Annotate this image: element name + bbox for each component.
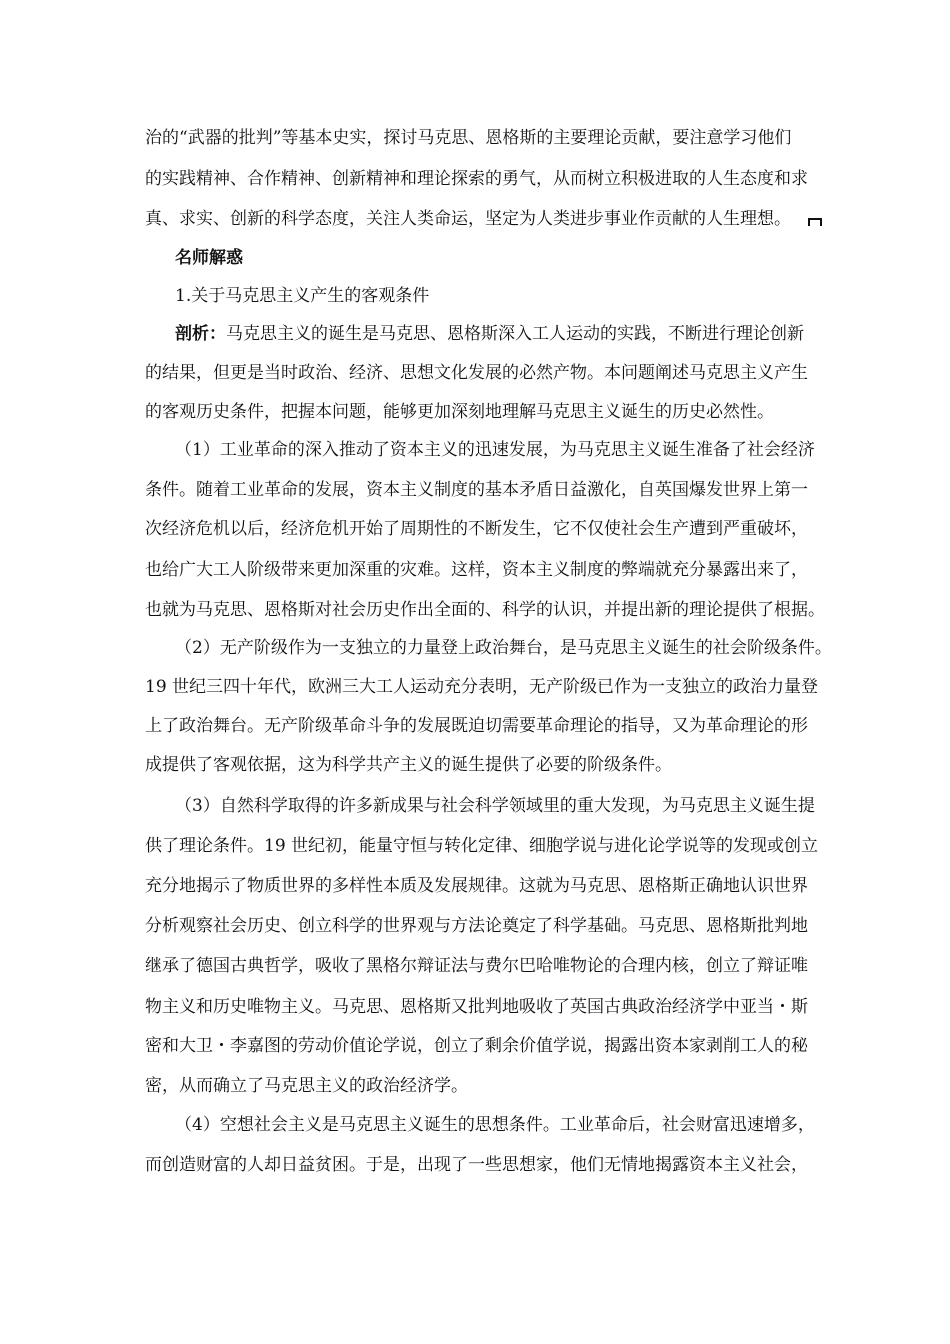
intro-line-3: 真、求实、创新的科学态度，关注人类命运，坚定为人类进步事业作贡献的人生理想。 (145, 209, 791, 229)
point3-line-5: 继承了德国古典哲学，吸收了黑格尔辩证法与费尔巴哈唯物论的合理内核，创立了辩证唯 (145, 956, 808, 976)
point3-line-2: 供了理论条件。19 世纪初，能量守恒与转化定律、细胞学说与进化论学说等的发现或创立 (145, 836, 819, 856)
intro-line-1: 治的“武器的批判”等基本史实，探讨马克思、恩格斯的主要理论贡献，要注意学习他们 (145, 128, 792, 148)
point3-line-4: 分析观察社会历史、创立科学的世界观与方法论奠定了科学基础。马克思、恩格斯批判地 (145, 916, 808, 936)
intro-line-2: 的实践精神、合作精神、创新精神和理论探索的勇气，从而树立积极进取的人生态度和求 (145, 169, 808, 189)
section-heading: 名师解惑 (175, 248, 243, 268)
point2-line-3: 上了政治舞台。无产阶级革命斗争的发展既迫切需要革命理论的指导，又为革命理论的形 (145, 716, 808, 736)
point3-line-7: 密和大卫・李嘉图的劳动价值论学说，创立了剩余价值学说，揭露出资本家剥削工人的秘 (145, 1036, 808, 1056)
point2-line-2: 19 世纪三四十年代，欧洲三大工人运动充分表明，无产阶级已作为一支独立的政治力量登 (145, 677, 819, 697)
analysis-line-2: 的结果，但更是当时政治、经济、思想文化发展的必然产物。本问题阐述马克思主义产生 (145, 363, 808, 383)
analysis-line-3: 的客观历史条件，把握本问题，能够更加深刻地理解马克思主义诞生的历史必然性。 (145, 402, 774, 422)
analysis-text: 马克思主义的诞生是马克思、恩格斯深入工人运动的实践，不断进行理论创新 (226, 324, 804, 344)
point1-line-1: （1）工业革命的深入推动了资本主义的迅速发展，为马克思主义诞生准备了社会经济 (175, 440, 815, 460)
point2-line-1: （2）无产阶级作为一支独立的力量登上政治舞台，是马克思主义诞生的社会阶级条件。 (175, 638, 832, 658)
point3-line-6: 物主义和历史唯物主义。马克思、恩格斯又批判地吸收了英国古典政治经济学中亚当・斯 (145, 997, 808, 1017)
point1-line-2: 条件。随着工业革命的发展，资本主义制度的基本矛盾日益激化，自英国爆发世界上第一 (145, 480, 808, 500)
point1-line-5: 也就为马克思、恩格斯对社会历史作出全面的、科学的认识，并提出新的理论提供了根据。 (145, 600, 825, 620)
point3-line-1: （3）自然科学取得的许多新成果与社会科学领域里的重大发现，为马克思主义诞生提 (175, 796, 815, 816)
question-title: 1.关于马克思主义产生的客观条件 (175, 286, 430, 306)
point4-line-2: 而创造财富的人却日益贫困。于是，出现了一些思想家，他们无情地揭露资本主义社会， (145, 1155, 808, 1175)
point1-line-3: 次经济危机以后，经济危机开始了周期性的不断发生，它不仅使社会生产遭到严重破坏， (145, 519, 808, 539)
point4-line-1: （4）空想社会主义是马克思主义诞生的思想条件。工业革命后，社会财富迅速增多， (175, 1115, 815, 1135)
point3-line-8: 密，从而确立了马克思主义的政治经济学。 (145, 1076, 468, 1096)
point2-line-4: 成提供了客观依据，这为科学共产主义的诞生提供了必要的阶级条件。 (145, 755, 672, 775)
analysis-label: 剖析： (175, 324, 226, 344)
paragraph-end-marker (808, 218, 822, 226)
point3-line-3: 充分地揭示了物质世界的多样性本质及发展规律。这就为马克思、恩格斯正确地认识世界 (145, 876, 808, 896)
analysis-line-1 (175, 323, 865, 345)
point1-line-4: 也给广大工人阶级带来更加深重的灾难。这样，资本主义制度的弊端就充分暴露出来了， (145, 560, 808, 580)
